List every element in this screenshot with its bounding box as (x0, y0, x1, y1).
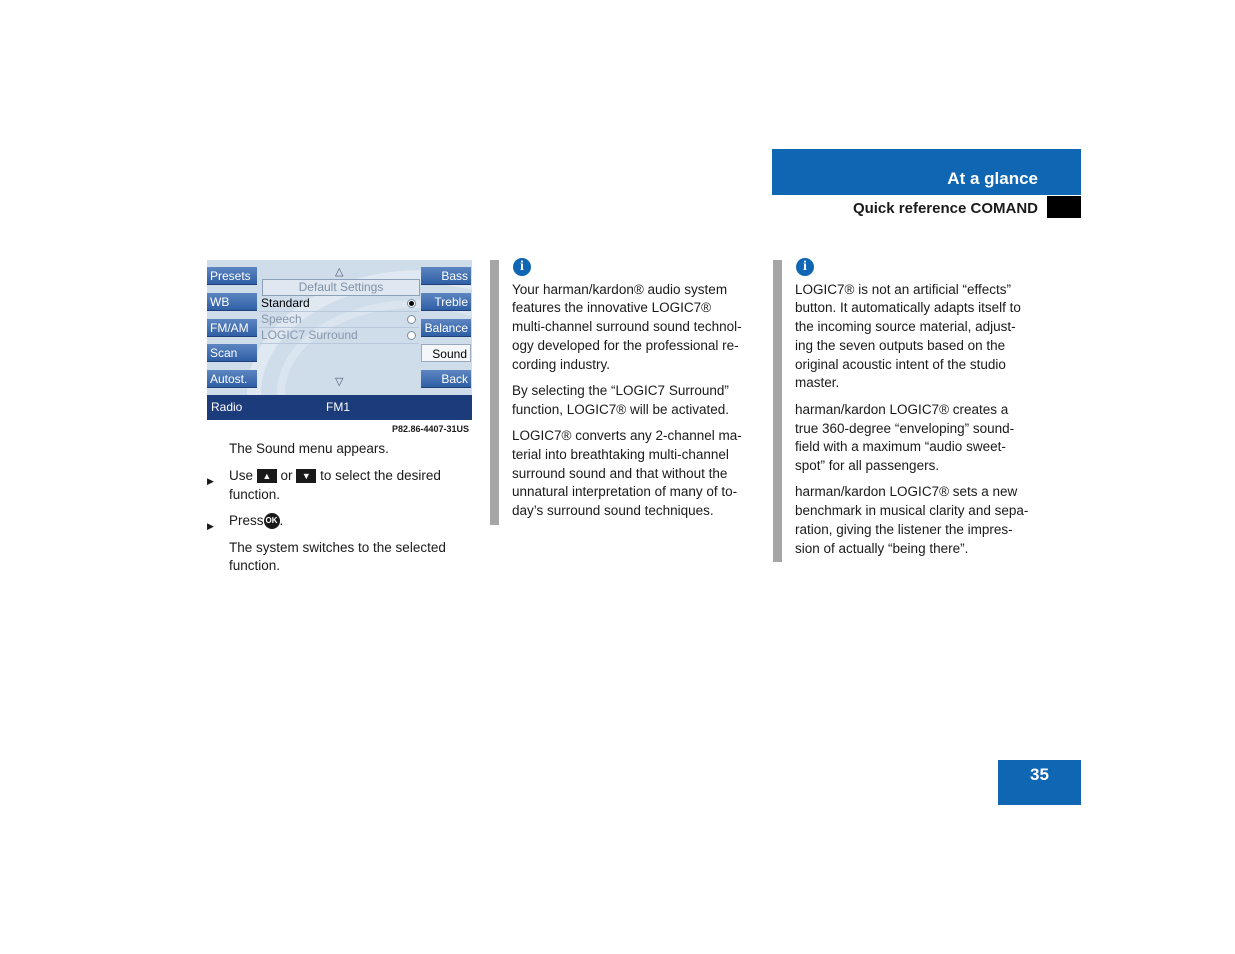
radio-empty-icon (407, 331, 416, 340)
status-band: FM1 (326, 400, 350, 414)
right-line: button. It automatically adapts itself to (795, 300, 1021, 315)
menu-title: Default Settings (262, 279, 420, 296)
menu-item-standard[interactable] (259, 296, 419, 312)
down-arrow-key-icon: ▼ (296, 469, 316, 483)
right-line: master. (795, 375, 840, 390)
step-text: to select the desired (320, 468, 441, 483)
wb-button[interactable]: WB (207, 293, 257, 311)
section-title: At a glance (947, 169, 1038, 188)
subsection-title: Quick reference COMAND (852, 200, 1038, 217)
presets-button[interactable]: Presets (207, 267, 257, 285)
info-bar (490, 260, 499, 525)
right-line: original acoustic intent of the studio (795, 357, 1006, 372)
step-text: Use (229, 468, 254, 483)
sound-button[interactable]: Sound (421, 344, 471, 362)
fm-am-button[interactable]: FM/AM (207, 319, 257, 337)
mid-line: ogy developed for the professional re- (512, 338, 739, 353)
result-line-1: The system switches to the selected (229, 540, 446, 555)
balance-button[interactable]: Balance (421, 319, 471, 337)
menu-item-label: LOGIC7 Surround (261, 328, 358, 342)
mid-line: surround sound and that without the (512, 466, 728, 481)
scan-button[interactable]: Scan (207, 344, 257, 362)
up-arrow-key-icon: ▲ (257, 469, 277, 483)
mid-line: unnatural interpretation of many of to- (512, 484, 738, 499)
comand-screen (207, 260, 472, 420)
step-text: Press (229, 513, 264, 528)
sound-menu-note: The Sound menu appears. (229, 441, 389, 456)
right-line: benchmark in musical clarity and sepa- (795, 503, 1029, 518)
right-line: true 360-degree “enveloping” sound- (795, 421, 1015, 436)
autost-button[interactable]: Autost. (207, 370, 257, 388)
menu-item-label: Speech (261, 312, 302, 326)
step-press (229, 512, 283, 531)
step-select-cont: function. (229, 487, 281, 502)
section-header (772, 149, 1081, 195)
info-icon: i (513, 258, 531, 276)
up-triangle-icon[interactable]: △ (335, 266, 344, 278)
step-text: . (279, 513, 284, 528)
right-line: harman/kardon LOGIC7® creates a (795, 402, 1009, 417)
result-line-2: function. (229, 558, 281, 573)
ok-button-icon: OK (264, 513, 280, 529)
mid-line: By selecting the “LOGIC7 Surround” (512, 383, 729, 398)
mid-line: multi-channel surround sound technol- (512, 319, 742, 334)
right-line: spot” for all passengers. (795, 458, 940, 473)
right-line: LOGIC7® is not an artificial “effects” (795, 282, 1012, 297)
mid-line: features the innovative LOGIC7® (512, 300, 712, 315)
header-marker (1047, 196, 1081, 218)
right-line: ing the seven outputs based on the (795, 338, 1006, 353)
step-bullet-icon: ▶ (207, 476, 214, 486)
mid-line: Your harman/kardon® audio system (512, 282, 728, 297)
right-line: the incoming source material, adjust- (795, 319, 1016, 334)
bass-button[interactable]: Bass (421, 267, 471, 285)
radio-selected-icon (407, 299, 416, 308)
back-button[interactable]: Back (421, 370, 471, 388)
info-bar (773, 260, 782, 562)
step-bullet-icon: ▶ (207, 521, 214, 531)
mid-line: day’s surround sound techniques. (512, 503, 714, 518)
right-line: sion of actually “being there”. (795, 541, 969, 556)
step-text: or (280, 468, 293, 483)
mid-line: terial into breathtaking multi-channel (512, 447, 729, 462)
page-number: 35 (998, 760, 1081, 805)
menu-item-speech[interactable] (259, 312, 419, 328)
treble-button[interactable]: Treble (421, 293, 471, 311)
menu-item-label: Standard (261, 296, 310, 310)
radio-empty-icon (407, 315, 416, 324)
right-line: ration, giving the listener the impres- (795, 522, 1013, 537)
step-select (229, 467, 441, 486)
info-icon: i (796, 258, 814, 276)
right-line: harman/kardon LOGIC7® sets a new (795, 484, 1018, 499)
figure-code: P82.86-4407-31US (391, 424, 469, 434)
mid-line: function, LOGIC7® will be activated. (512, 402, 730, 417)
status-source: Radio (211, 400, 243, 414)
mid-line: cording industry. (512, 357, 611, 372)
right-line: field with a maximum “audio sweet- (795, 439, 1006, 454)
status-bar (207, 395, 472, 420)
down-triangle-icon[interactable]: ▽ (335, 376, 344, 388)
mid-line: LOGIC7® converts any 2-channel ma- (512, 428, 742, 443)
menu-item-logic7-surround[interactable] (259, 328, 419, 344)
